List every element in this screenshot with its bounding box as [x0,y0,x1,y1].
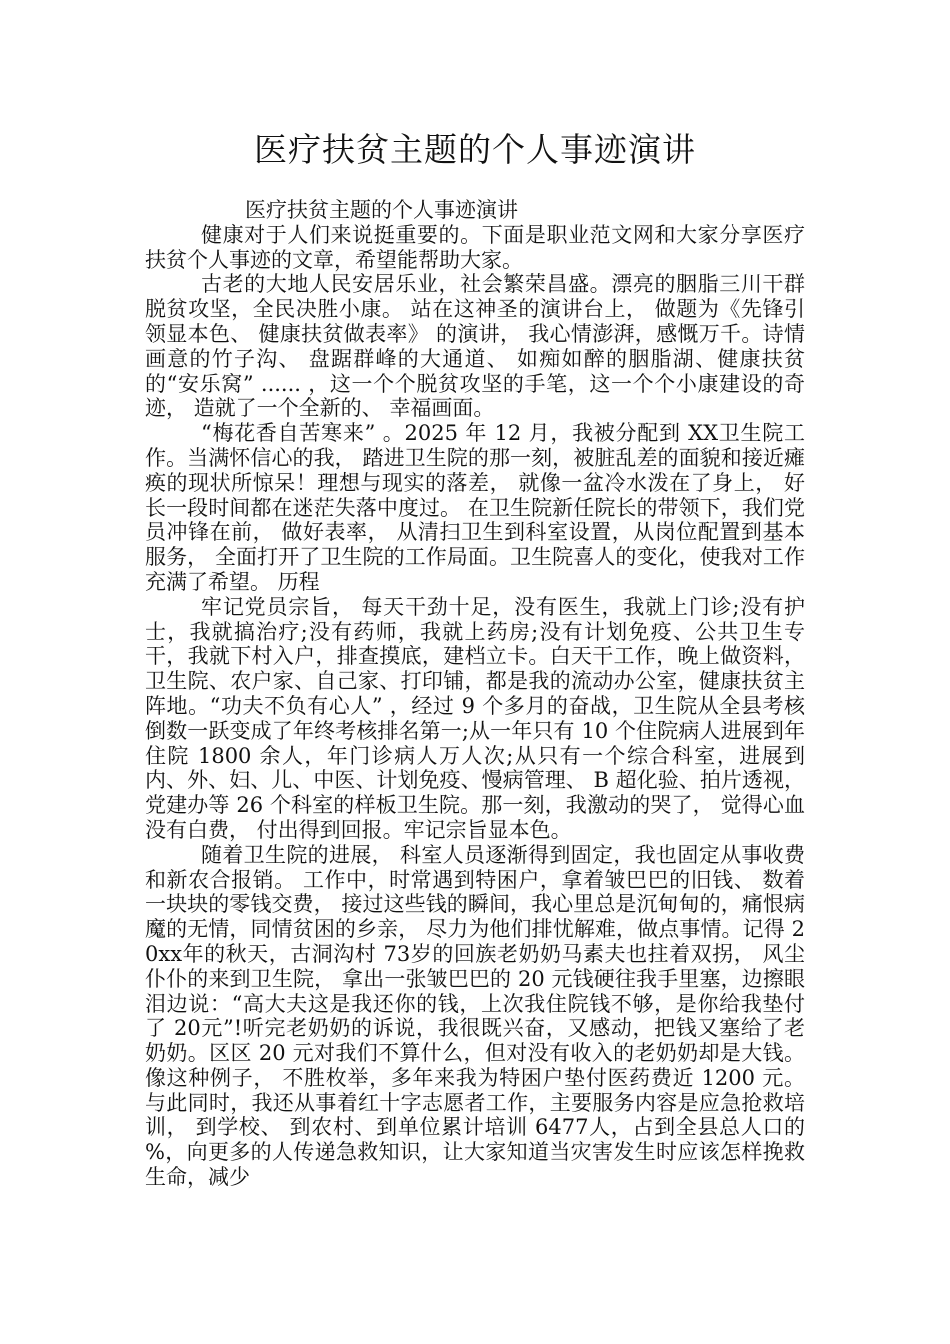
document-body [145,198,805,1190]
paragraph-party-purpose: 牢记党员宗旨， 每天干劲十足，没有医生，我就上门诊;没有护士，我就搞治疗;没有药师，我就上药房;没有计划免疫、公共卫生专干，我就下村入户，排查摸底，建档立卡。白天干工作，晚上做资料，卫生院、农户家、自己家、打印铺，都是我的流动办公室，健康扶贫主阵地。“功夫不负有心人” ，经过 9 个多月的奋战，卫生院从全县考核倒数一跃变成了年终考核排名第一;从一年只有 10 个住院病人进展到年住院 1800 余人，年门诊病人万人次;从只有一个综合科室，进展到内、外、妇、儿、中医、计划免疫、慢病管理、 B 超化验、拍片透视，党建办等 26 个科室的样板卫生院。那一刻，我激动的哭了， 觉得心血没有白费， 付出得到回报。牢记宗旨显本色。 [145,594,805,842]
document-title: 医疗扶贫主题的个人事迹演讲 [254,130,696,169]
paragraph-land: 古老的大地人民安居乐业，社会繁荣昌盛。漂亮的胭脂三川干群脱贫攻坚，全民决胜小康。 站在这神圣的演讲台上， 做题为《先锋引领显本色、 健康扶贫做表率》 的演讲， 我心情澎湃，感慨万千。诗情画意的竹子沟、 盘踞群峰的大通道、 如痴如醉的胭脂湖、健康扶贫的“安乐窝” ...... ，这一个个脱贫攻坚的手笔，这一个个小康建设的奇迹， 造就了一个全新的、 幸福画面。 [145,272,805,421]
paragraph-plum-blossom: “梅花香自苦寒来” 。2025 年 12 月，我被分配到 XX卫生院工作。当满怀信心的我， 踏进卫生院的那一刻，被脏乱差的面貌和接近瘫痪的现状所惊呆！理想与现实的落差， 就像一盆冷水泼在了身上， 好长一段时间都在迷茫失落中度过。 在卫生院新任院长的带领下，我们党员冲锋在前， 做好表率， 从清扫卫生到科室设置，从岗位配置到基本服务， 全面打开了卫生院的工作局面。卫生院喜人的变化，使我对工作充满了希望。 历程 [145,421,805,594]
document-subtitle: 医疗扶贫主题的个人事迹演讲 [245,198,518,222]
paragraph-hospital-progress: 随着卫生院的进展， 科室人员逐渐得到固定，我也固定从事收费和新农合报销。 工作中，时常遇到特困户，拿着皱巴巴的旧钱、 数着一块块的零钱交费， 接过这些钱的瞬间，我心里总是沉甸甸的，痛恨病魔的无情，同情贫困的乡亲， 尽力为他们排忧解难，做点事情。记得 20xx年的秋天，古洞沟村 73岁的回族老奶奶马素夫也拄着双拐， 风尘仆仆的来到卫生院， 拿出一张皱巴巴的 20 元钱硬往我手里塞，边擦眼泪边说：“高大夫这是我还你的钱，上次我住院钱不够，是你给我垫付了 20元”!听完老奶奶的诉说，我很既兴奋，又感动，把钱又塞给了老奶奶。区区 20 元对我们不算什么，但对没有收入的老奶奶却是大钱。像这种例子， 不胜枚举，多年来我为特困户垫付医药费近 1200 元。与此同时，我还从事着红十字志愿者工作，主要服务内容是应急抢救培训， 到学校、 到农村、到单位累计培训 6477人，占到全县总人口的 %，向更多的人传递急救知识，让大家知道当灾害发生时应该怎样挽救生命，减少 [145,842,805,1190]
paragraph-intro: 健康对于人们来说挺重要的。下面是职业范文网和大家分享医疗扶贫个人事迹的文章，希望能帮助大家。 [145,222,805,272]
